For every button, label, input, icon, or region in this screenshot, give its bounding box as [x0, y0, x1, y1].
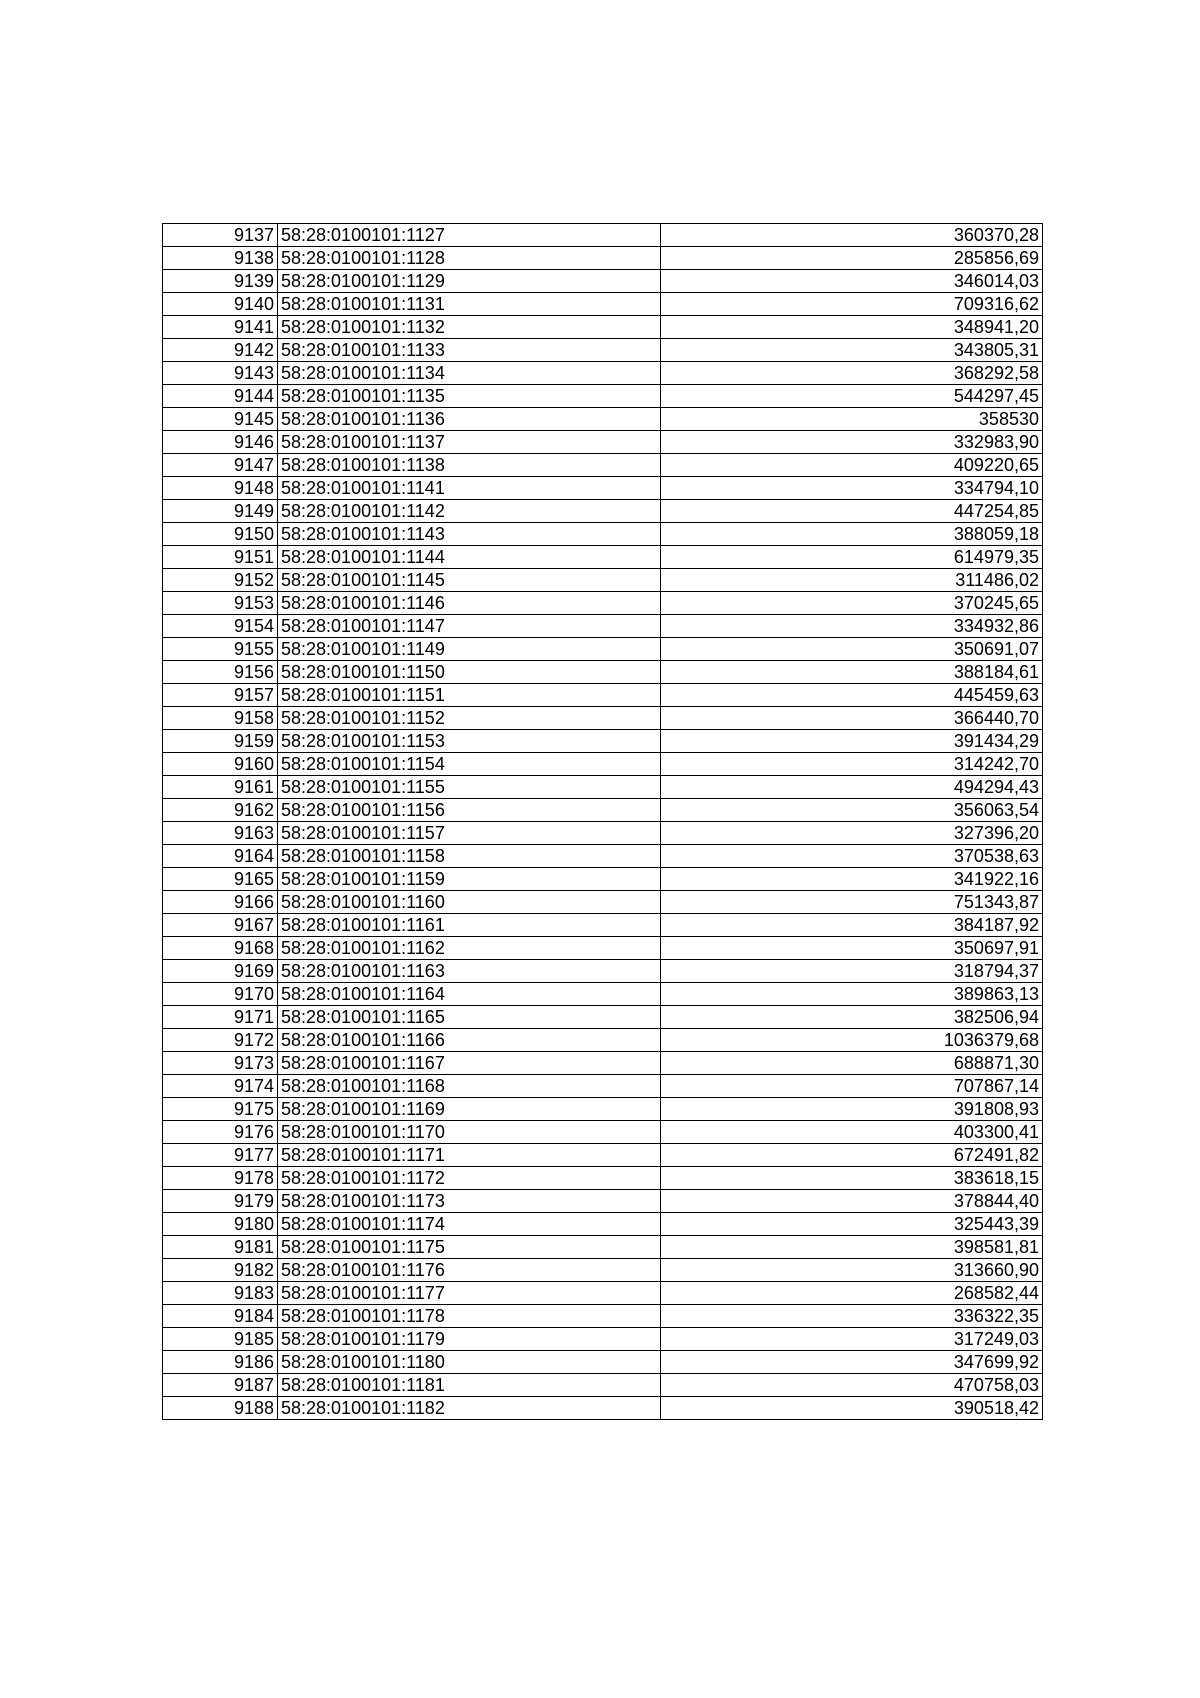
row-number-cell: 9188 — [163, 1397, 278, 1420]
table-row — [163, 638, 1043, 661]
table-row — [163, 615, 1043, 638]
cadastral-number-cell: 58:28:0100101:1141 — [278, 477, 661, 500]
row-number-cell: 9166 — [163, 891, 278, 914]
row-number-cell: 9152 — [163, 569, 278, 592]
table-row — [163, 868, 1043, 891]
cadastral-number-cell: 58:28:0100101:1182 — [278, 1397, 661, 1420]
row-number-cell: 9187 — [163, 1374, 278, 1397]
table-row — [163, 477, 1043, 500]
cadastral-number-cell: 58:28:0100101:1164 — [278, 983, 661, 1006]
table-row — [163, 293, 1043, 316]
row-number-cell: 9180 — [163, 1213, 278, 1236]
row-number-cell: 9143 — [163, 362, 278, 385]
cadastral-number-cell: 58:28:0100101:1179 — [278, 1328, 661, 1351]
cadastral-value-cell: 751343,87 — [661, 891, 1043, 914]
cadastral-value-cell: 313660,90 — [661, 1259, 1043, 1282]
table-row — [163, 914, 1043, 937]
table-row — [163, 1374, 1043, 1397]
cadastral-value-cell: 348941,20 — [661, 316, 1043, 339]
cadastral-number-cell: 58:28:0100101:1180 — [278, 1351, 661, 1374]
table-row — [163, 799, 1043, 822]
cadastral-number-cell: 58:28:0100101:1153 — [278, 730, 661, 753]
cadastral-value-cell: 268582,44 — [661, 1282, 1043, 1305]
cadastral-value-cell: 494294,43 — [661, 776, 1043, 799]
table-row — [163, 1167, 1043, 1190]
cadastral-number-cell: 58:28:0100101:1162 — [278, 937, 661, 960]
cadastral-value-cell: 350697,91 — [661, 937, 1043, 960]
table-row — [163, 546, 1043, 569]
cadastral-number-cell: 58:28:0100101:1158 — [278, 845, 661, 868]
row-number-cell: 9167 — [163, 914, 278, 937]
cadastral-value-cell: 336322,35 — [661, 1305, 1043, 1328]
cadastral-number-cell: 58:28:0100101:1145 — [278, 569, 661, 592]
table-row — [163, 1236, 1043, 1259]
cadastral-number-cell: 58:28:0100101:1176 — [278, 1259, 661, 1282]
table-row — [163, 1052, 1043, 1075]
cadastral-value-cell: 382506,94 — [661, 1006, 1043, 1029]
table-row — [163, 569, 1043, 592]
cadastral-number-cell: 58:28:0100101:1138 — [278, 454, 661, 477]
table-row — [163, 707, 1043, 730]
cadastral-value-cell: 332983,90 — [661, 431, 1043, 454]
cadastral-number-cell: 58:28:0100101:1172 — [278, 1167, 661, 1190]
table-row — [163, 1029, 1043, 1052]
cadastral-number-cell: 58:28:0100101:1137 — [278, 431, 661, 454]
cadastral-number-cell: 58:28:0100101:1174 — [278, 1213, 661, 1236]
cadastral-number-cell: 58:28:0100101:1129 — [278, 270, 661, 293]
cadastral-number-cell: 58:28:0100101:1161 — [278, 914, 661, 937]
cadastral-value-cell: 334932,86 — [661, 615, 1043, 638]
row-number-cell: 9168 — [163, 937, 278, 960]
cadastral-value-cell: 1036379,68 — [661, 1029, 1043, 1052]
cadastral-number-cell: 58:28:0100101:1157 — [278, 822, 661, 845]
row-number-cell: 9147 — [163, 454, 278, 477]
cadastral-number-cell: 58:28:0100101:1168 — [278, 1075, 661, 1098]
cadastral-number-cell: 58:28:0100101:1181 — [278, 1374, 661, 1397]
cadastral-value-cell: 398581,81 — [661, 1236, 1043, 1259]
cadastral-number-cell: 58:28:0100101:1154 — [278, 753, 661, 776]
cadastral-value-cell: 384187,92 — [661, 914, 1043, 937]
cadastral-value-cell: 370245,65 — [661, 592, 1043, 615]
table-row — [163, 523, 1043, 546]
cadastral-number-cell: 58:28:0100101:1150 — [278, 661, 661, 684]
row-number-cell: 9138 — [163, 247, 278, 270]
cadastral-value-cell: 470758,03 — [661, 1374, 1043, 1397]
table-row — [163, 937, 1043, 960]
cadastral-number-cell: 58:28:0100101:1131 — [278, 293, 661, 316]
row-number-cell: 9139 — [163, 270, 278, 293]
cadastral-value-cell: 318794,37 — [661, 960, 1043, 983]
row-number-cell: 9144 — [163, 385, 278, 408]
cadastral-value-cell: 403300,41 — [661, 1121, 1043, 1144]
table-row — [163, 891, 1043, 914]
table-row — [163, 730, 1043, 753]
cadastral-number-cell: 58:28:0100101:1136 — [278, 408, 661, 431]
cadastral-number-cell: 58:28:0100101:1149 — [278, 638, 661, 661]
cadastral-number-cell: 58:28:0100101:1128 — [278, 247, 661, 270]
table-row — [163, 1213, 1043, 1236]
cadastral-number-cell: 58:28:0100101:1173 — [278, 1190, 661, 1213]
cadastral-number-cell: 58:28:0100101:1132 — [278, 316, 661, 339]
cadastral-value-cell: 445459,63 — [661, 684, 1043, 707]
cadastral-value-cell: 360370,28 — [661, 224, 1043, 247]
table-row — [163, 1351, 1043, 1374]
row-number-cell: 9177 — [163, 1144, 278, 1167]
row-number-cell: 9158 — [163, 707, 278, 730]
table-row — [163, 1282, 1043, 1305]
table-row — [163, 845, 1043, 868]
row-number-cell: 9154 — [163, 615, 278, 638]
cadastral-number-cell: 58:28:0100101:1152 — [278, 707, 661, 730]
cadastral-value-table — [162, 223, 1043, 1420]
cadastral-value-cell: 350691,07 — [661, 638, 1043, 661]
cadastral-value-cell: 358530 — [661, 408, 1043, 431]
cadastral-number-cell: 58:28:0100101:1142 — [278, 500, 661, 523]
row-number-cell: 9137 — [163, 224, 278, 247]
row-number-cell: 9162 — [163, 799, 278, 822]
cadastral-value-cell: 544297,45 — [661, 385, 1043, 408]
cadastral-value-cell: 709316,62 — [661, 293, 1043, 316]
row-number-cell: 9148 — [163, 477, 278, 500]
cadastral-number-cell: 58:28:0100101:1146 — [278, 592, 661, 615]
row-number-cell: 9161 — [163, 776, 278, 799]
cadastral-number-cell: 58:28:0100101:1147 — [278, 615, 661, 638]
row-number-cell: 9173 — [163, 1052, 278, 1075]
cadastral-value-cell: 614979,35 — [661, 546, 1043, 569]
row-number-cell: 9175 — [163, 1098, 278, 1121]
cadastral-number-cell: 58:28:0100101:1155 — [278, 776, 661, 799]
cadastral-value-cell: 327396,20 — [661, 822, 1043, 845]
row-number-cell: 9172 — [163, 1029, 278, 1052]
cadastral-value-cell: 688871,30 — [661, 1052, 1043, 1075]
cadastral-number-cell: 58:28:0100101:1135 — [278, 385, 661, 408]
table-row — [163, 454, 1043, 477]
cadastral-value-cell: 343805,31 — [661, 339, 1043, 362]
row-number-cell: 9184 — [163, 1305, 278, 1328]
table-row — [163, 983, 1043, 1006]
row-number-cell: 9156 — [163, 661, 278, 684]
row-number-cell: 9159 — [163, 730, 278, 753]
cadastral-value-cell: 346014,03 — [661, 270, 1043, 293]
row-number-cell: 9146 — [163, 431, 278, 454]
table-row — [163, 1121, 1043, 1144]
row-number-cell: 9164 — [163, 845, 278, 868]
table-row — [163, 1075, 1043, 1098]
row-number-cell: 9145 — [163, 408, 278, 431]
table-row — [163, 247, 1043, 270]
row-number-cell: 9174 — [163, 1075, 278, 1098]
cadastral-value-cell: 389863,13 — [661, 983, 1043, 1006]
cadastral-number-cell: 58:28:0100101:1143 — [278, 523, 661, 546]
cadastral-number-cell: 58:28:0100101:1171 — [278, 1144, 661, 1167]
row-number-cell: 9181 — [163, 1236, 278, 1259]
row-number-cell: 9163 — [163, 822, 278, 845]
cadastral-number-cell: 58:28:0100101:1144 — [278, 546, 661, 569]
cadastral-value-cell: 370538,63 — [661, 845, 1043, 868]
row-number-cell: 9178 — [163, 1167, 278, 1190]
row-number-cell: 9176 — [163, 1121, 278, 1144]
table-row — [163, 1397, 1043, 1420]
cadastral-value-cell: 368292,58 — [661, 362, 1043, 385]
cadastral-value-cell: 409220,65 — [661, 454, 1043, 477]
table-row — [163, 1328, 1043, 1351]
table-row — [163, 1305, 1043, 1328]
cadastral-value-cell: 383618,15 — [661, 1167, 1043, 1190]
cadastral-number-cell: 58:28:0100101:1160 — [278, 891, 661, 914]
cadastral-number-cell: 58:28:0100101:1170 — [278, 1121, 661, 1144]
table-row — [163, 1098, 1043, 1121]
cadastral-number-cell: 58:28:0100101:1156 — [278, 799, 661, 822]
row-number-cell: 9182 — [163, 1259, 278, 1282]
cadastral-value-cell: 447254,85 — [661, 500, 1043, 523]
table-row — [163, 1190, 1043, 1213]
cadastral-value-cell: 366440,70 — [661, 707, 1043, 730]
cadastral-value-cell: 356063,54 — [661, 799, 1043, 822]
table-row — [163, 684, 1043, 707]
table-row — [163, 1259, 1043, 1282]
cadastral-value-cell: 347699,92 — [661, 1351, 1043, 1374]
row-number-cell: 9151 — [163, 546, 278, 569]
cadastral-number-cell: 58:28:0100101:1178 — [278, 1305, 661, 1328]
table-row — [163, 431, 1043, 454]
row-number-cell: 9171 — [163, 1006, 278, 1029]
row-number-cell: 9141 — [163, 316, 278, 339]
table-row — [163, 500, 1043, 523]
row-number-cell: 9142 — [163, 339, 278, 362]
cadastral-number-cell: 58:28:0100101:1175 — [278, 1236, 661, 1259]
cadastral-number-cell: 58:28:0100101:1169 — [278, 1098, 661, 1121]
table-row — [163, 1006, 1043, 1029]
cadastral-value-cell: 388059,18 — [661, 523, 1043, 546]
table-row — [163, 408, 1043, 431]
row-number-cell: 9165 — [163, 868, 278, 891]
row-number-cell: 9149 — [163, 500, 278, 523]
cadastral-number-cell: 58:28:0100101:1167 — [278, 1052, 661, 1075]
row-number-cell: 9157 — [163, 684, 278, 707]
table-row — [163, 385, 1043, 408]
cadastral-number-cell: 58:28:0100101:1163 — [278, 960, 661, 983]
table-row — [163, 316, 1043, 339]
cadastral-value-cell: 672491,82 — [661, 1144, 1043, 1167]
cadastral-value-cell: 325443,39 — [661, 1213, 1043, 1236]
table-row — [163, 1144, 1043, 1167]
cadastral-number-cell: 58:28:0100101:1165 — [278, 1006, 661, 1029]
cadastral-value-cell: 311486,02 — [661, 569, 1043, 592]
cadastral-value-cell: 388184,61 — [661, 661, 1043, 684]
table-row — [163, 270, 1043, 293]
table-row — [163, 776, 1043, 799]
cadastral-value-cell: 378844,40 — [661, 1190, 1043, 1213]
cadastral-value-cell: 341922,16 — [661, 868, 1043, 891]
row-number-cell: 9160 — [163, 753, 278, 776]
cadastral-value-cell: 317249,03 — [661, 1328, 1043, 1351]
table-row — [163, 960, 1043, 983]
row-number-cell: 9185 — [163, 1328, 278, 1351]
table-row — [163, 224, 1043, 247]
cadastral-number-cell: 58:28:0100101:1166 — [278, 1029, 661, 1052]
cadastral-value-cell: 334794,10 — [661, 477, 1043, 500]
cadastral-number-cell: 58:28:0100101:1177 — [278, 1282, 661, 1305]
cadastral-number-cell: 58:28:0100101:1133 — [278, 339, 661, 362]
row-number-cell: 9183 — [163, 1282, 278, 1305]
row-number-cell: 9153 — [163, 592, 278, 615]
row-number-cell: 9170 — [163, 983, 278, 1006]
table-row — [163, 661, 1043, 684]
cadastral-number-cell: 58:28:0100101:1134 — [278, 362, 661, 385]
row-number-cell: 9150 — [163, 523, 278, 546]
cadastral-number-cell: 58:28:0100101:1151 — [278, 684, 661, 707]
row-number-cell: 9169 — [163, 960, 278, 983]
table-row — [163, 753, 1043, 776]
table-row — [163, 592, 1043, 615]
cadastral-value-cell: 391808,93 — [661, 1098, 1043, 1121]
cadastral-value-cell: 707867,14 — [661, 1075, 1043, 1098]
cadastral-value-cell: 391434,29 — [661, 730, 1043, 753]
row-number-cell: 9179 — [163, 1190, 278, 1213]
cadastral-value-cell: 314242,70 — [661, 753, 1043, 776]
table-row — [163, 339, 1043, 362]
table-row — [163, 362, 1043, 385]
table-body — [163, 224, 1043, 1420]
cadastral-value-cell: 285856,69 — [661, 247, 1043, 270]
row-number-cell: 9155 — [163, 638, 278, 661]
table-row — [163, 822, 1043, 845]
row-number-cell: 9186 — [163, 1351, 278, 1374]
cadastral-number-cell: 58:28:0100101:1159 — [278, 868, 661, 891]
row-number-cell: 9140 — [163, 293, 278, 316]
cadastral-number-cell: 58:28:0100101:1127 — [278, 224, 661, 247]
cadastral-value-cell: 390518,42 — [661, 1397, 1043, 1420]
